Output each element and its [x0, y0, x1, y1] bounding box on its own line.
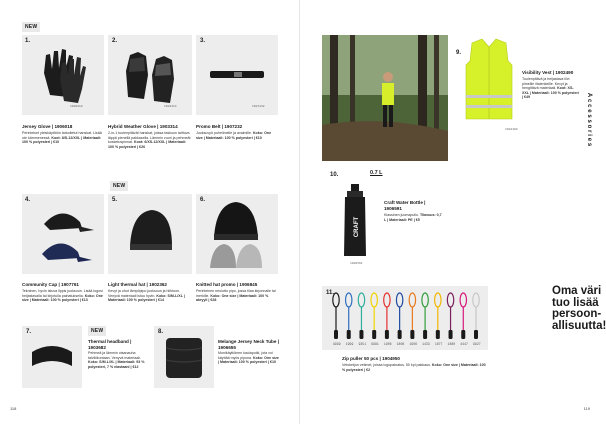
product-image-visibility-vest: [452, 35, 526, 125]
zip-color-code: 9927: [473, 342, 481, 346]
product-description: Juoksuvyö puhelimelle ja avaimille. Koko: One size | Materiaali: 100 % polyesteri | €10: [196, 131, 272, 140]
product-image-jersey-glove: [22, 35, 104, 115]
zip-puller: [422, 293, 428, 339]
zip-puller: [346, 293, 352, 339]
product-image-thermal-hat: [108, 194, 192, 274]
svg-text:CRAFT: CRAFT: [354, 216, 360, 238]
zip-puller: [396, 293, 402, 339]
product-number: 11.: [326, 290, 335, 296]
product-title: Thermal headband | 1903682: [88, 339, 132, 350]
product-code: 1902490: [505, 128, 518, 131]
product-description: Pehmeä ja lämmin otsanauha talviliikuntaan. Venyvä materiaali. Koko: S/M-L/XL | Materiaali: 93 % polyesteri, 7 % elastaani | €12: [88, 351, 145, 369]
zip-color-code: 1433: [422, 342, 430, 346]
product-title: Craft Water Bottle | 1906591: [384, 200, 426, 211]
product-image-water-bottle: [330, 182, 380, 260]
zip-color-code: 9981: [371, 342, 379, 346]
product-title: Zip puller 50 pcs | 1904950: [342, 356, 400, 361]
zip-puller: [333, 293, 339, 339]
product-image-promo-belt: [196, 35, 278, 115]
left-page: [0, 0, 300, 424]
product-title: Promo Belt | 1907232: [196, 124, 243, 129]
new-badge: NEW: [22, 22, 40, 32]
page-number: 118: [10, 406, 17, 411]
new-badge: NEW: [88, 326, 106, 336]
product-code: 1903314: [164, 105, 177, 108]
right-page: [300, 0, 606, 424]
runner-forest-photo: [322, 35, 448, 161]
product-image-zip-pullers: [322, 286, 488, 350]
product-number: 10.: [330, 172, 339, 178]
product-number: 2.: [112, 38, 118, 44]
product-image-thermal-headband: [22, 326, 82, 388]
product-image-knitted-hat: [196, 194, 278, 274]
page-number: 119: [583, 406, 590, 411]
product-image-neck-tube: [154, 326, 214, 388]
zip-puller: [447, 293, 453, 339]
product-title: Hybrid Weather Glove | 1903314: [108, 124, 178, 129]
product-image-community-cap: [22, 194, 104, 274]
product-number: 8.: [158, 329, 164, 335]
product-description: Tuulenpitävä ja heijastava liivi pimeille iltalenkeille. Kevyt ja hengittävä materiaali. Koot: XS-XXL | Materiaali: 100 % polyesteri | €49: [522, 77, 579, 100]
product-description: Kevyt ja ohut lämpöpipo juoksuun ja hiihtoon. Venyvä materiaali istuu hyvin. Koko: S/M-L/XL | Materiaali: 100 % polyesteri | €14: [108, 289, 185, 303]
product-description: Monikäyttöinen kaulaputki, jota voi käyttää myös pipona. Koko: One size | Materiaali: 100 % polyesteri | €10: [218, 351, 279, 365]
product-description: Perinteiset yleiskäyttöön tarkoitetut hanskat. Lisää ote kämmenessä. Koot: 8/S-12/XXL | Materiaali: 100 % polyesteri | €10: [22, 131, 102, 145]
zip-puller: [384, 293, 390, 339]
product-number: 3.: [200, 38, 206, 44]
zip-puller: [460, 293, 466, 339]
zip-color-code: 1906: [383, 342, 392, 346]
product-title: Knitted hat promo | 1906845: [196, 282, 258, 287]
zip-color-code: 1906: [409, 342, 418, 346]
slogan-headline: Oma väri tuo lisää persoon- allisuutta!: [552, 285, 606, 332]
product-number: 7.: [26, 329, 32, 335]
product-code: 1907232: [252, 105, 265, 108]
product-number: 6.: [200, 197, 206, 203]
product-number: 5.: [112, 197, 118, 203]
product-title: Light thermal hat | 1902362: [108, 282, 167, 287]
zip-color-code: 1880: [447, 342, 456, 346]
product-description: Perinteinen neulottu pipo, jossa tilaa kirjonnalle tai merkille. Koko: One size | Materiaali: 100 % akryyli | €28: [196, 289, 276, 303]
zip-color-code: 9351: [358, 342, 367, 346]
product-title: Community Cap | 1907761: [22, 282, 79, 287]
zip-color-code: 1808: [396, 342, 405, 346]
product-code: 1906018: [70, 105, 83, 108]
zip-puller: [358, 293, 364, 339]
zip-color-code: 4447: [460, 342, 468, 346]
section-side-label: Accessories: [586, 92, 592, 148]
zip-color-code: 1999: [345, 342, 354, 346]
new-badge: NEW: [110, 181, 128, 191]
zip-color-code: 1877: [434, 342, 443, 346]
product-description: Vetoketjun vetimet, joissa logopainatus. 50 kpl pakkaus. Koko: One size | Materiaali: 100 % polyesteri | €2: [342, 363, 486, 372]
zip-puller: [371, 293, 377, 339]
product-number: 4.: [25, 197, 31, 203]
zip-color-codes: [330, 342, 486, 347]
product-title: Jersey Glove | 1906018: [22, 124, 73, 129]
product-number: 9.: [456, 50, 462, 56]
bottle-volume: 0.7 L: [370, 170, 383, 176]
product-image-hybrid-glove: [108, 35, 192, 115]
product-description: 2-in-1 tuulenpitävät hanskat, joissa taskuun taittuva läppä pienellä pakkasella. Lämmin vuori ja pehmeät kosketuspinnat. Koot: 6/XS-12/XXL | Materiaali: 100 % polyesteri | €26: [108, 131, 191, 149]
zip-color-code: 9999: [333, 342, 341, 346]
product-code: 1906591: [350, 262, 363, 265]
product-description: Tekninen, hyvin istuva lippis juoksuun. Lisää logosi heijastavalla tai kirjotulla painatuksella. Koko: One size | Materiaali: 100 % polyesteri | €13: [22, 289, 103, 303]
zip-puller: [473, 293, 479, 339]
product-title: Melange Jersey Neck Tube | 1906655: [218, 339, 279, 350]
zip-puller: [409, 293, 415, 339]
zip-puller: [435, 293, 441, 339]
product-number: 1.: [25, 38, 31, 44]
product-title: Visibility Vest | 1902490: [522, 70, 574, 75]
product-description: Klassinen juomapullo. Tilavuus: 0,7 L | Materiaali: PE | €5: [384, 213, 442, 222]
